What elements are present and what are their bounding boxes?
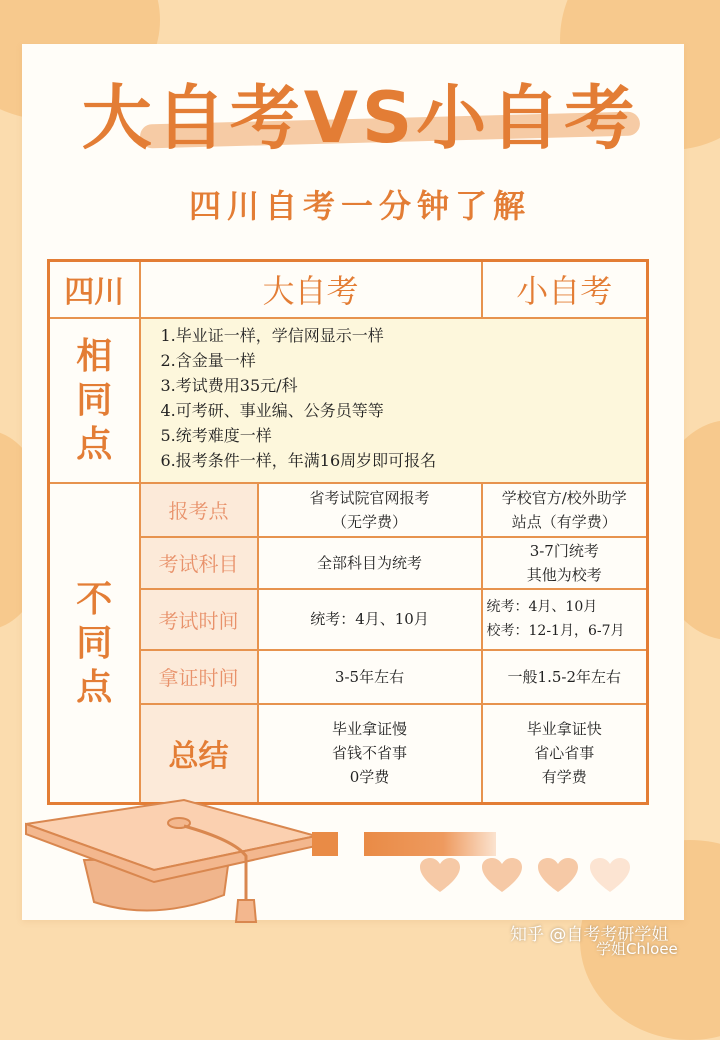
row-label: 拿证时间: [140, 650, 258, 704]
same-points-label: 相 同 点: [49, 318, 140, 483]
same-points-list: [141, 319, 647, 473]
small-value: 统考：4月、10月 校考：12-1月，6-7月: [482, 589, 648, 650]
row-label: 考试时间: [140, 589, 258, 650]
small-value: 3-7门统考 其他为校考: [482, 537, 648, 589]
column-header-big: 大自考: [140, 261, 482, 318]
heart-icon: [590, 858, 630, 894]
list-item: 3.考试费用35元/科: [160, 375, 298, 395]
watermark-line-2: 学姐Chloee: [596, 940, 678, 958]
big-value: 3-5年左右: [258, 650, 482, 704]
diff-points-label: 不 同 点: [49, 483, 140, 804]
heart-icon: [482, 858, 522, 894]
big-value: 省考试院官网报考 （无学费）: [258, 483, 482, 537]
column-header-small: 小自考: [482, 261, 648, 318]
same-points-cell: [140, 318, 648, 483]
small-value: 学校官方/校外助学 站点（有学费）: [482, 483, 648, 537]
blurred-block: [312, 832, 338, 856]
row-label: 考试科目: [140, 537, 258, 589]
heart-icon: [420, 858, 460, 894]
page-subtitle: 四川自考一分钟了解: [188, 187, 531, 225]
row-label: 报考点: [140, 483, 258, 537]
same-points-row: [49, 318, 648, 483]
list-item: 1.毕业证一样，学信网显示一样: [160, 325, 384, 345]
small-value: 毕业拿证快 省心省事 有学费: [482, 704, 648, 804]
list-item: 4.可考研、事业编、公务员等等: [160, 400, 384, 420]
graduation-cap-icon: [24, 790, 324, 930]
table-header-row: [49, 261, 648, 318]
page-title: 大自考VS小自考: [81, 77, 639, 159]
list-item: 5.统考难度一样: [160, 425, 272, 445]
table-row: [49, 483, 648, 537]
small-value: 一般1.5-2年左右: [482, 650, 648, 704]
corner-header: 四川: [49, 261, 140, 318]
comparison-table: [47, 259, 649, 805]
big-value: 毕业拿证慢 省钱不省事 0学费: [258, 704, 482, 804]
list-item: 6.报考条件一样，年满16周岁即可报名: [160, 450, 437, 470]
heart-icon: [538, 858, 578, 894]
watermark-line-1: 知乎 @自考考研学姐: [510, 925, 669, 945]
list-item: 2.含金量一样: [160, 350, 256, 370]
big-value: 统考：4月、10月: [258, 589, 482, 650]
big-value: 全部科目为统考: [258, 537, 482, 589]
blurred-block: [364, 832, 496, 856]
summary-label: 总结: [140, 704, 258, 804]
